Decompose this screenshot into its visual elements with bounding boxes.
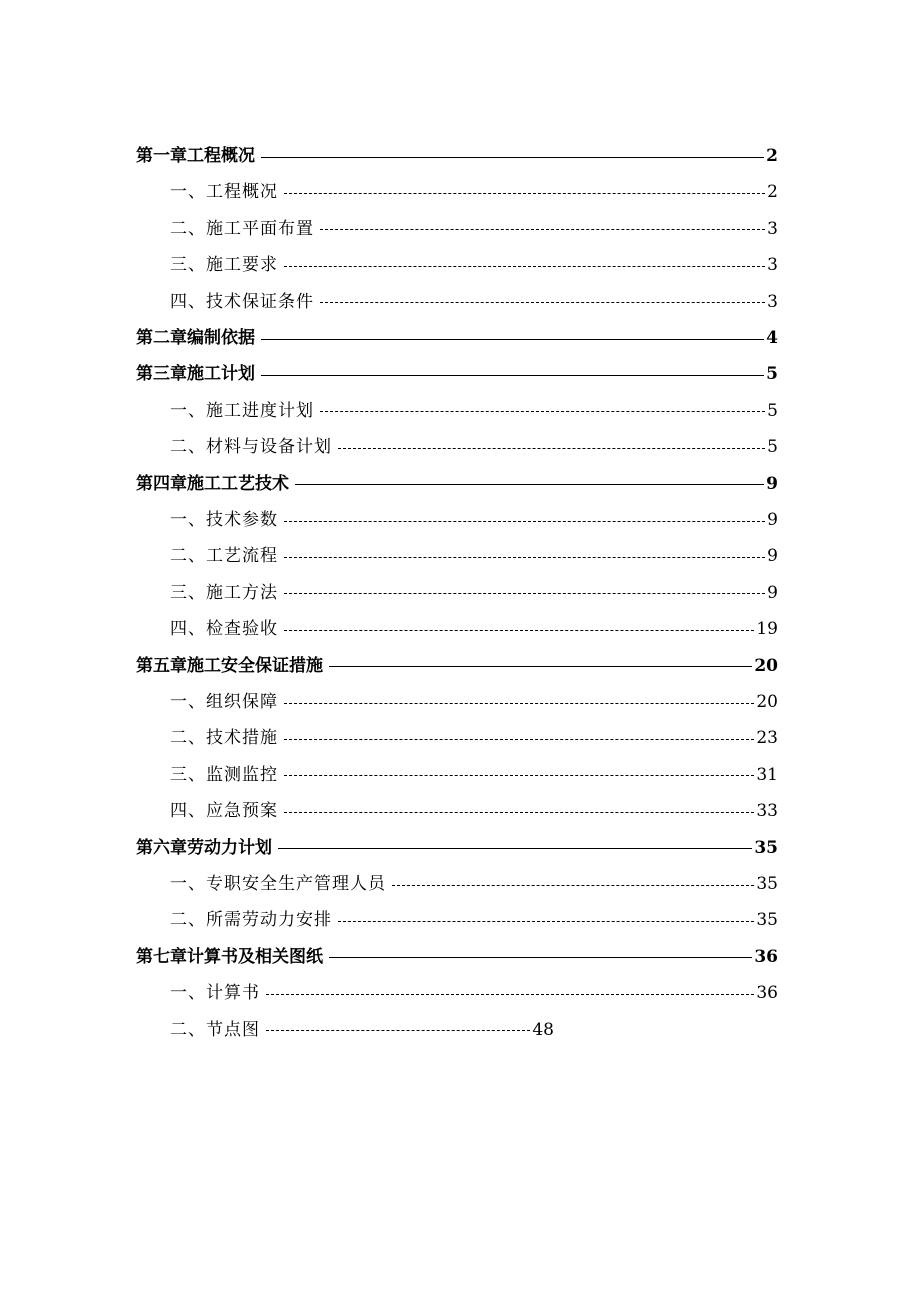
toc-leader-line <box>284 812 754 813</box>
toc-chapter-entry[interactable] <box>136 356 778 392</box>
toc-entry-title: 二、施工平面布置 <box>170 218 314 239</box>
toc-section-entry[interactable] <box>170 284 778 320</box>
toc-section-entry[interactable] <box>170 247 778 283</box>
toc-page-number: 5 <box>767 400 778 421</box>
toc-entry-title: 二、技术措施 <box>170 728 278 749</box>
toc-entry-title: 三、施工方法 <box>170 582 278 603</box>
toc-leader-line <box>266 1030 530 1031</box>
toc-chapter-entry[interactable] <box>136 138 778 174</box>
toc-section-entry[interactable] <box>170 902 778 938</box>
toc-entry-title: 一、技术参数 <box>170 510 278 530</box>
toc-page-number: 35 <box>756 910 778 931</box>
toc-leader-line <box>261 339 764 340</box>
toc-page-number: 31 <box>756 764 778 785</box>
toc-page-number: 3 <box>767 218 778 239</box>
toc-chapter-entry[interactable] <box>136 939 778 975</box>
toc-leader-line <box>320 302 765 303</box>
toc-leader-line <box>284 193 765 194</box>
toc-leader-line <box>284 593 765 594</box>
toc-leader-line <box>392 885 754 886</box>
toc-page-number: 23 <box>756 728 778 749</box>
toc-entry-title: 二、所需劳动力安排 <box>170 910 332 931</box>
toc-page-number: 35 <box>754 837 778 858</box>
toc-section-entry[interactable] <box>170 720 778 756</box>
toc-leader-line <box>320 229 765 230</box>
toc-page-number: 9 <box>767 582 778 603</box>
toc-entry-title: 第六章劳动力计划 <box>136 837 272 858</box>
toc-entry-title: 四、技术保证条件 <box>170 291 314 312</box>
toc-leader-line <box>284 557 765 558</box>
toc-section-entry[interactable] <box>170 866 778 902</box>
toc-section-entry[interactable] <box>170 211 778 247</box>
toc-chapter-entry[interactable] <box>136 466 778 502</box>
toc-page-number: 5 <box>766 364 778 385</box>
toc-leader-line <box>284 630 754 631</box>
toc-entry-title: 一、专职安全生产管理人员 <box>170 874 386 894</box>
toc-section-entry[interactable] <box>170 975 778 1011</box>
toc-leader-line <box>338 448 765 449</box>
toc-entry-title: 二、节点图 <box>170 1019 260 1040</box>
toc-leader-line <box>284 739 754 740</box>
toc-entry-title: 一、组织保障 <box>170 692 278 712</box>
toc-section-entry[interactable] <box>170 393 778 429</box>
toc-entry-title: 第三章施工计划 <box>136 364 255 385</box>
toc-entry-title: 四、检查验收 <box>170 619 278 640</box>
toc-page-number: 20 <box>756 692 778 712</box>
toc-leader-line <box>320 411 765 412</box>
toc-page-number: 19 <box>756 619 778 640</box>
toc-page-number: 33 <box>756 801 778 822</box>
toc-chapter-entry[interactable] <box>136 320 778 356</box>
toc-section-entry[interactable] <box>170 174 778 210</box>
toc-page-number: 36 <box>754 946 778 967</box>
toc-leader-line <box>261 375 764 376</box>
toc-leader-line <box>261 157 764 158</box>
toc-leader-line <box>295 484 764 485</box>
toc-entry-title: 一、施工进度计划 <box>170 400 314 421</box>
toc-entry-title: 第七章计算书及相关图纸 <box>136 946 323 967</box>
toc-entry-title: 一、工程概况 <box>170 182 278 203</box>
toc-entry-title: 第二章编制依据 <box>136 328 255 348</box>
toc-section-entry[interactable] <box>170 684 778 720</box>
toc-page-number: 35 <box>756 874 778 894</box>
toc-leader-line <box>329 957 752 958</box>
toc-page-number: 9 <box>767 510 778 530</box>
toc-entry-title: 二、材料与设备计划 <box>170 437 332 458</box>
toc-chapter-entry[interactable] <box>136 648 778 684</box>
toc-leader-line <box>284 266 765 267</box>
toc-page-number: 3 <box>767 255 778 276</box>
toc-section-entry[interactable] <box>170 793 778 829</box>
toc-section-entry[interactable] <box>170 575 778 611</box>
toc-section-entry[interactable] <box>170 502 778 538</box>
toc-entry-title: 第一章工程概况 <box>136 146 255 166</box>
toc-chapter-entry[interactable] <box>136 830 778 866</box>
toc-entry-title: 四、应急预案 <box>170 801 278 822</box>
toc-section-entry[interactable] <box>170 1012 554 1048</box>
toc-entry-title: 第五章施工安全保证措施 <box>136 655 323 676</box>
toc-section-entry[interactable] <box>170 538 778 574</box>
toc-page-number: 9 <box>766 473 778 494</box>
toc-leader-line <box>338 921 754 922</box>
toc-page-number: 2 <box>766 146 778 166</box>
toc-page-number: 20 <box>754 655 778 676</box>
toc-page-number: 36 <box>756 983 778 1004</box>
toc-page-number: 2 <box>767 182 778 203</box>
toc-page-number: 48 <box>532 1019 554 1040</box>
toc-page-number: 5 <box>767 437 778 458</box>
toc-section-entry[interactable] <box>170 757 778 793</box>
toc-entry-title: 三、监测监控 <box>170 764 278 785</box>
toc-leader-line <box>329 666 752 667</box>
toc-entry-title: 三、施工要求 <box>170 255 278 276</box>
toc-entry-title: 一、计算书 <box>170 983 260 1004</box>
toc-page-number: 9 <box>767 546 778 567</box>
toc-leader-line <box>278 848 752 849</box>
toc-leader-line <box>266 994 754 995</box>
toc-page-number: 4 <box>766 328 778 348</box>
toc-leader-line <box>284 703 754 704</box>
toc-entry-title: 二、工艺流程 <box>170 546 278 567</box>
toc-leader-line <box>284 521 765 522</box>
toc-page-number: 3 <box>767 291 778 312</box>
toc-section-entry[interactable] <box>170 611 778 647</box>
toc-leader-line <box>284 775 754 776</box>
toc-entry-title: 第四章施工工艺技术 <box>136 473 289 494</box>
toc-section-entry[interactable] <box>170 429 778 465</box>
